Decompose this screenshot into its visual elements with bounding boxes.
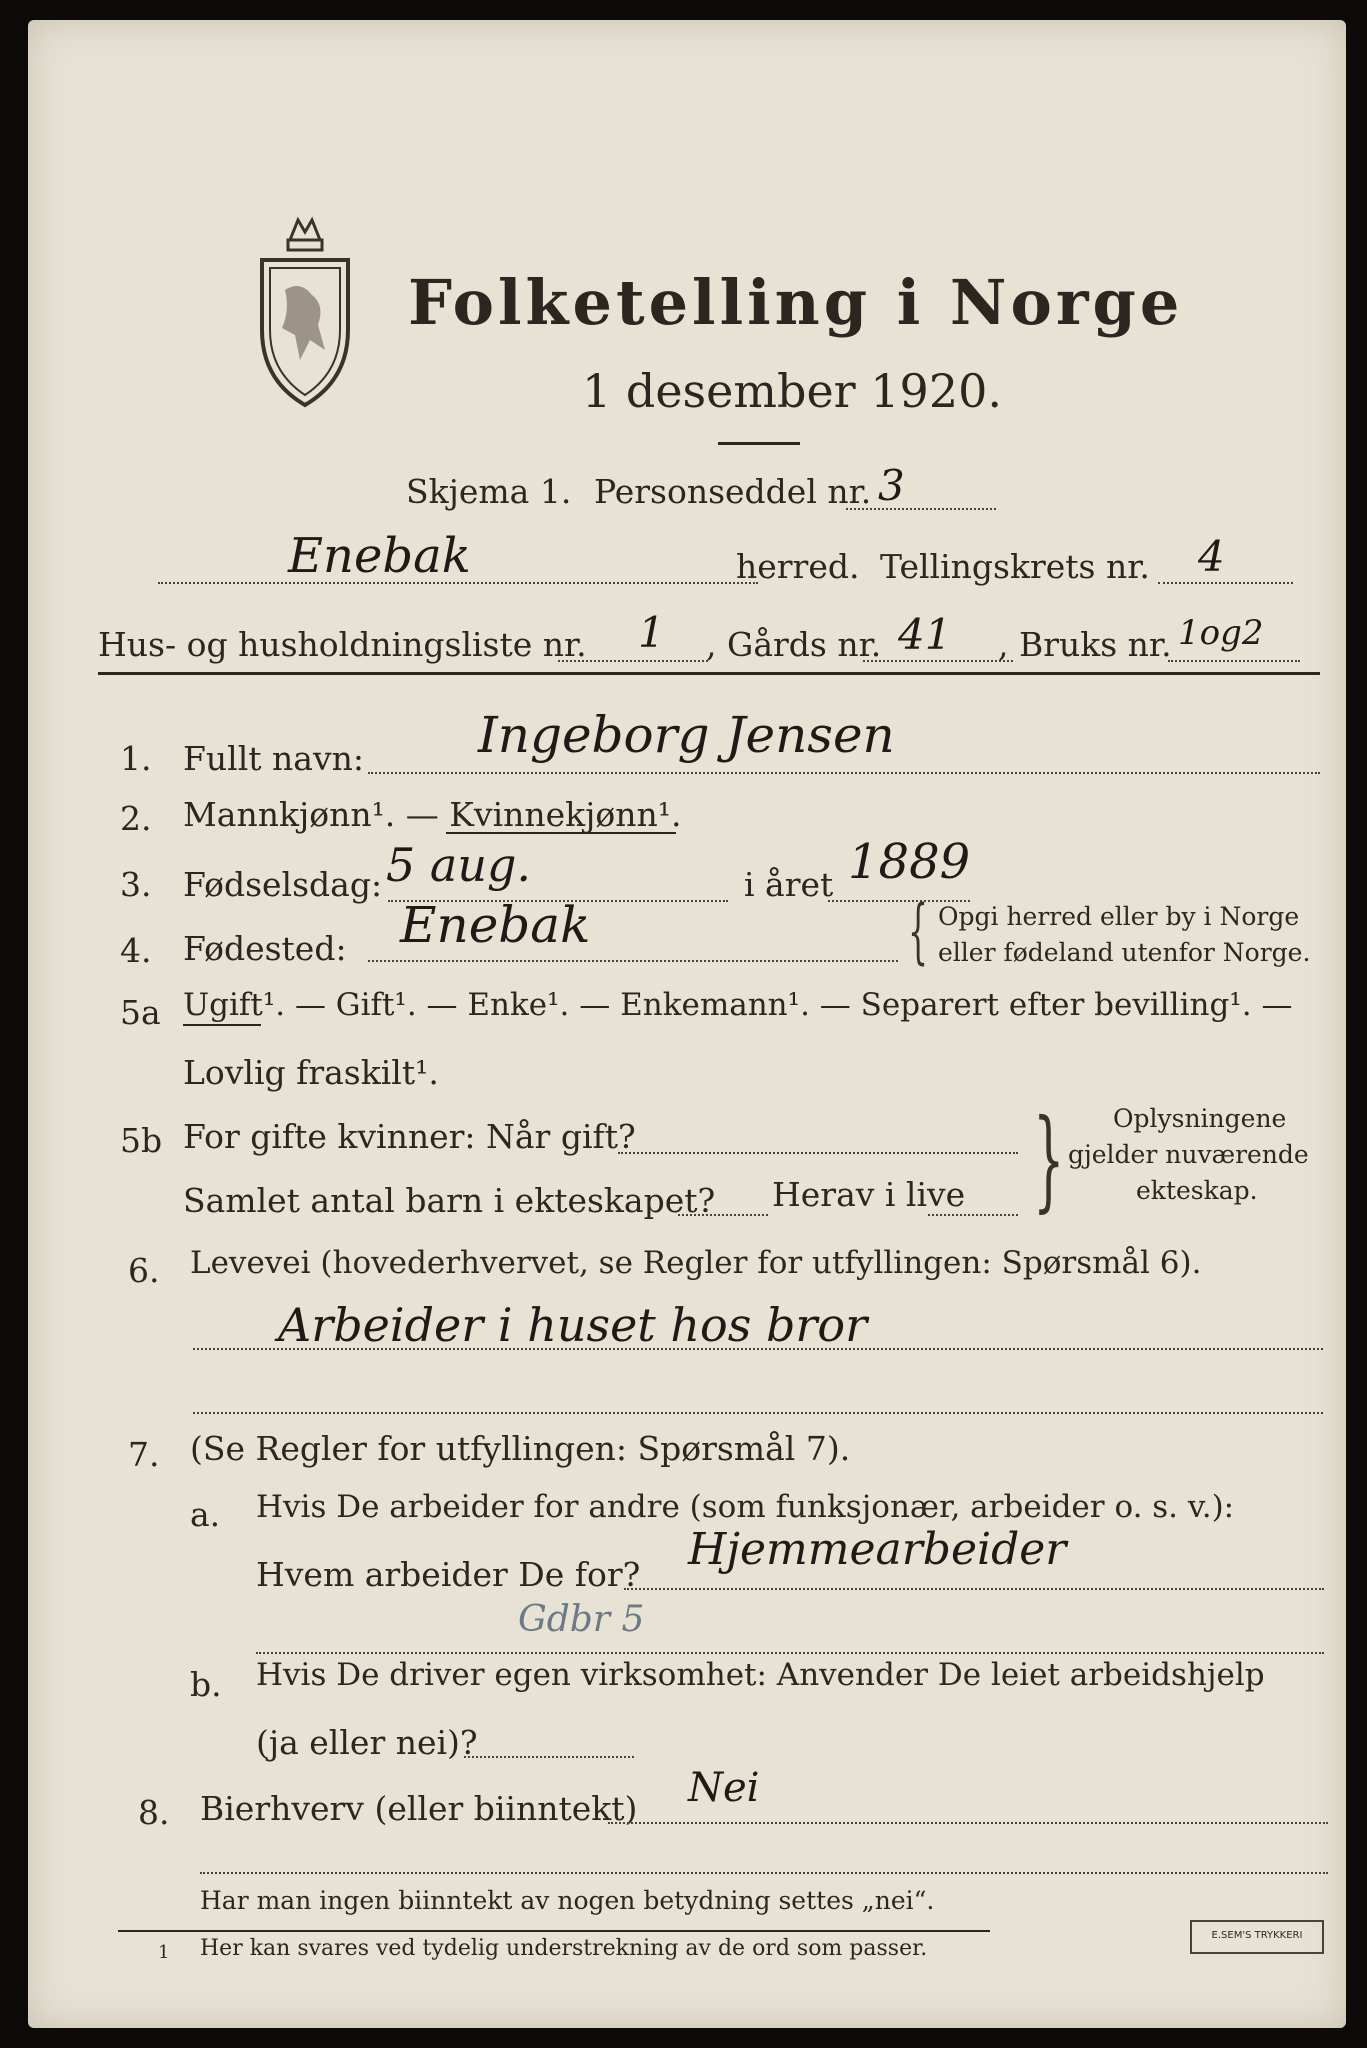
- q4-note-line2: eller fødeland utenfor Norge.: [938, 938, 1311, 967]
- tellingskrets-value: 4: [1198, 532, 1225, 581]
- q4-label: Fødested:: [183, 929, 347, 968]
- footnote-text: Her kan svares ved tydelig understrekning av de ord som passer.: [200, 1936, 928, 1961]
- q3-birthday-value: 5 aug.: [386, 838, 532, 892]
- q4-number: 4.: [120, 931, 152, 970]
- q6-label: Levevei (hovederhvervet, se Regler for utfyllingen: Spørsmål 6).: [190, 1245, 1202, 1281]
- q5b-note3: ekteskap.: [1136, 1176, 1258, 1205]
- q3-label: Fødselsdag:: [183, 865, 383, 904]
- herred-label: herred.: [736, 547, 860, 586]
- census-form: [28, 20, 1346, 2028]
- q5b-number: 5b: [120, 1121, 163, 1160]
- footnote-mark: 1: [158, 1942, 170, 1963]
- q7b-line1: Hvis De driver egen virksomhet: Anvender De leiet arbeidshjelp: [256, 1657, 1265, 1693]
- q7a-letter: a.: [190, 1495, 221, 1534]
- q7a-line2: Hvem arbeider De for?: [256, 1555, 641, 1594]
- header-divider: [98, 672, 1320, 675]
- gards-value: 41: [898, 610, 952, 659]
- bruks-label: , Bruks nr.: [998, 625, 1172, 664]
- q7-label: (Se Regler for utfyllingen: Spørsmål 7).: [190, 1429, 851, 1468]
- q2-underline: [446, 832, 676, 834]
- q3-number: 3.: [120, 865, 152, 904]
- q7-number: 7.: [128, 1435, 160, 1474]
- footer-note: Har man ingen biinntekt av nogen betydning settes „nei“.: [200, 1886, 935, 1915]
- norwegian-coat-of-arms-icon: [250, 210, 360, 410]
- q6-number: 6.: [128, 1251, 160, 1290]
- q6-occupation-value: Arbeider i huset hos bror: [278, 1298, 868, 1352]
- gards-label: , Gårds nr.: [706, 625, 882, 664]
- q8-label: Bierhverv (eller biinntekt): [200, 1789, 638, 1828]
- bruks-value: 1og2: [1178, 613, 1264, 653]
- printer-stamp: [1190, 1920, 1324, 1954]
- footnote-divider: [118, 1930, 990, 1932]
- q1-label: Fullt navn:: [183, 739, 364, 778]
- q5b-note-brace: }: [1033, 1095, 1065, 1223]
- q5a-number: 5a: [120, 993, 161, 1032]
- tellingskrets-label: Tellingskrets nr.: [880, 547, 1150, 586]
- q5a-line2: Lovlig fraskilt¹.: [183, 1053, 439, 1092]
- q4-note-brace: {: [908, 890, 929, 972]
- q8-number: 8.: [138, 1793, 170, 1832]
- q2-number: 2.: [120, 799, 152, 838]
- printer-stamp-text: E.SEM'S TRYKKERI: [1211, 1930, 1303, 1941]
- q3-year-label: i året: [744, 865, 834, 904]
- q5b-line2a: Samlet antal barn i ekteskapet?: [183, 1181, 716, 1220]
- q3-year-value: 1889: [848, 834, 971, 890]
- q1-number: 1.: [120, 739, 152, 778]
- personseddel-label: Personseddel nr.: [594, 472, 872, 511]
- husliste-label: Hus- og husholdningsliste nr.: [98, 625, 587, 664]
- q5b-note1: Oplysningene: [1113, 1104, 1287, 1133]
- q7a-line1: Hvis De arbeider for andre (som funksjonær, arbeider o. s. v.):: [256, 1489, 1235, 1525]
- q5a-line1: Ugift¹. — Gift¹. — Enke¹. — Enkemann¹. — Separert efter bevilling¹. —: [183, 987, 1293, 1023]
- q1-full-name-value: Ingeborg Jensen: [478, 706, 895, 764]
- q7a-employer-value: Hjemmearbeider: [688, 1524, 1067, 1575]
- census-date: 1 desember 1920.: [582, 364, 1002, 418]
- q7a-annotation: Gdbr 5: [518, 1599, 645, 1640]
- herred-value: Enebak: [288, 528, 471, 584]
- q8-side-income-value: Nei: [688, 1765, 760, 1811]
- q7b-letter: b.: [190, 1665, 222, 1704]
- q5b-line2b: Herav i live: [772, 1175, 966, 1214]
- title-divider: [718, 442, 800, 445]
- q5b-line1: For gifte kvinner: Når gift?: [183, 1117, 636, 1156]
- personseddel-value: 3: [878, 461, 905, 510]
- q2-label: Mannkjønn¹. — Kvinnekjønn¹.: [183, 795, 682, 834]
- schema-label: Skjema 1.: [406, 472, 572, 511]
- husliste-value: 1: [638, 608, 665, 657]
- q5a-underline: [183, 1024, 261, 1026]
- q4-note-line1: Opgi herred eller by i Norge: [938, 902, 1300, 931]
- q4-birthplace-value: Enebak: [400, 896, 591, 954]
- form-title: Folketelling i Norge: [408, 266, 1184, 339]
- q7b-line2: (ja eller nei)?: [256, 1723, 478, 1762]
- q5b-note2: gjelder nuværende: [1068, 1140, 1309, 1169]
